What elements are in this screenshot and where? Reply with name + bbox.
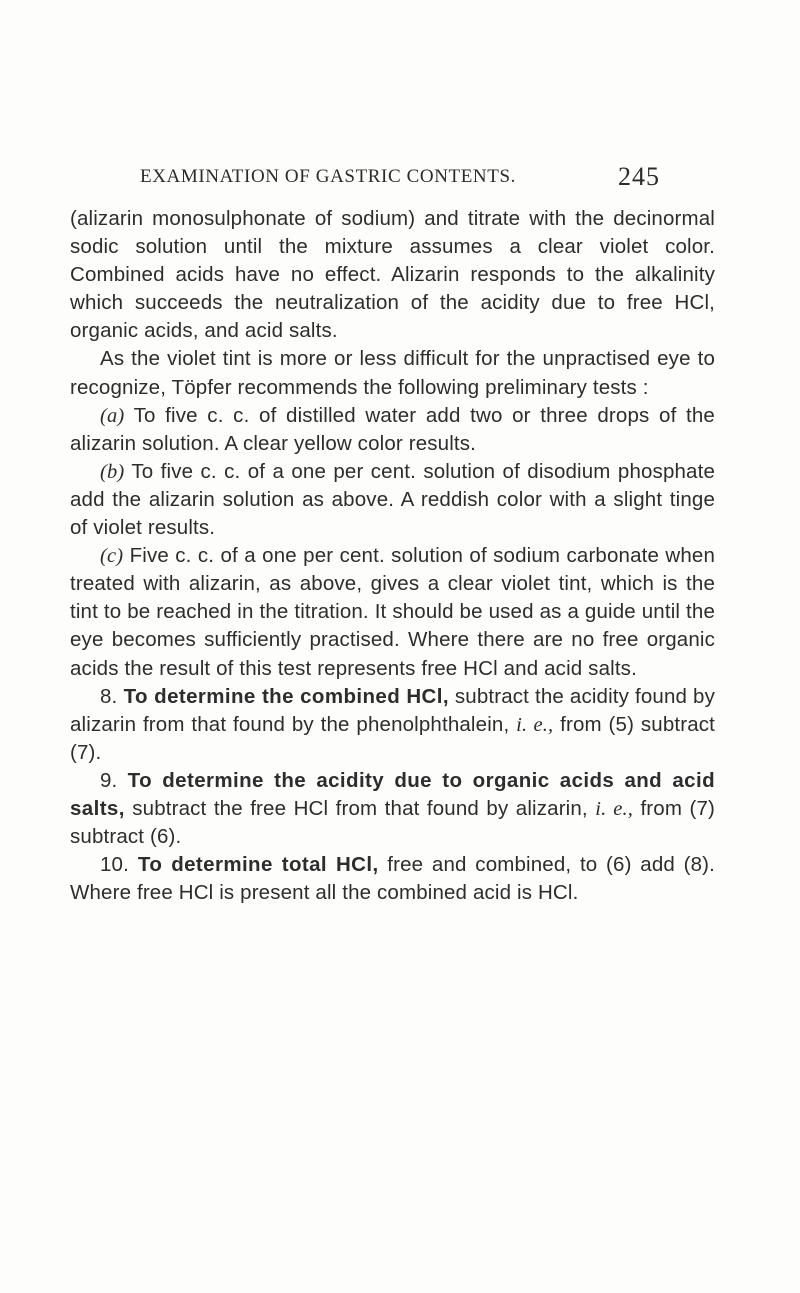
body-text xyxy=(70,205,715,907)
italic-abbreviation: i. e., xyxy=(595,797,634,820)
step-number: 8. xyxy=(100,684,118,708)
paragraph-topfer-tests xyxy=(70,345,715,401)
paragraph-text: To five c. c. of distilled water add two or three drops of the alizarin solution. A clear yellow color results. xyxy=(70,403,715,455)
paragraph-text: (alizarin monosulphonate of sodium) and titrate with the decinormal sodic solution until the mixture assumes a clear violet color. Combined acids have no effect. Alizarin responds to the alkalinity which succeeds the neutralization of the acidity due to free HCl, organic acids, and acid salts. xyxy=(70,207,715,343)
paragraph-text: To five c. c. of a one per cent. solution of disodium phosphate add the alizarin solution as above. A reddish color with a slight tinge of violet results. xyxy=(70,459,715,540)
paragraph-step-10 xyxy=(70,851,715,907)
paragraph-text: subtract the free HCl from that found by alizarin, xyxy=(124,796,596,820)
paragraph-text: As the violet tint is more or less difficult for the unpractised eye to recognize, Töpfer recommends the following preliminary tests : xyxy=(70,347,715,399)
step-number: 10. xyxy=(100,853,129,877)
paragraph-step-8 xyxy=(70,683,715,767)
step-number: 9. xyxy=(100,768,118,792)
paragraph-text: Five c. c. of a one per cent. solution of sodium carbonate when treated with alizarin, as above, gives a clear violet tint, which is the tint to be reached in the titration. It should be used as a guide until the eye becomes sufficiently practised. Where there are no free organic acids the result of this test represents free HCl and acid salts. xyxy=(70,544,715,680)
running-head-title: EXAMINATION OF GASTRIC CONTENTS. xyxy=(140,166,516,187)
paragraph-text: from (5) subtract (7). xyxy=(70,712,715,764)
step-heading: To determine the acidity due to organic acids and acid salts, xyxy=(70,768,715,820)
italic-abbreviation: i. e., xyxy=(516,713,554,736)
paragraph-test-a xyxy=(70,402,715,458)
paragraph-test-c xyxy=(70,542,715,682)
step-heading: To determine total HCl, xyxy=(128,853,379,877)
item-label: (a) xyxy=(100,404,125,427)
item-label: (b) xyxy=(100,460,125,483)
running-head xyxy=(140,162,660,196)
paragraph-step-9 xyxy=(70,767,715,851)
item-label: (c) xyxy=(100,545,124,568)
paragraph-text: from (7) subtract (6). xyxy=(70,796,715,849)
paragraph-text: free and combined, to (6) add (8). Where free HCl is present all the combined acid is HCl. xyxy=(70,853,715,905)
paragraph-text: subtract the acidity found by alizarin from that found by the phenolphthalein, xyxy=(70,684,715,736)
step-heading: To determine the combined HCl, xyxy=(117,684,449,708)
paragraph-alizarin-intro xyxy=(70,205,715,345)
paragraph-test-b xyxy=(70,458,715,542)
page-number: 245 xyxy=(618,162,660,191)
